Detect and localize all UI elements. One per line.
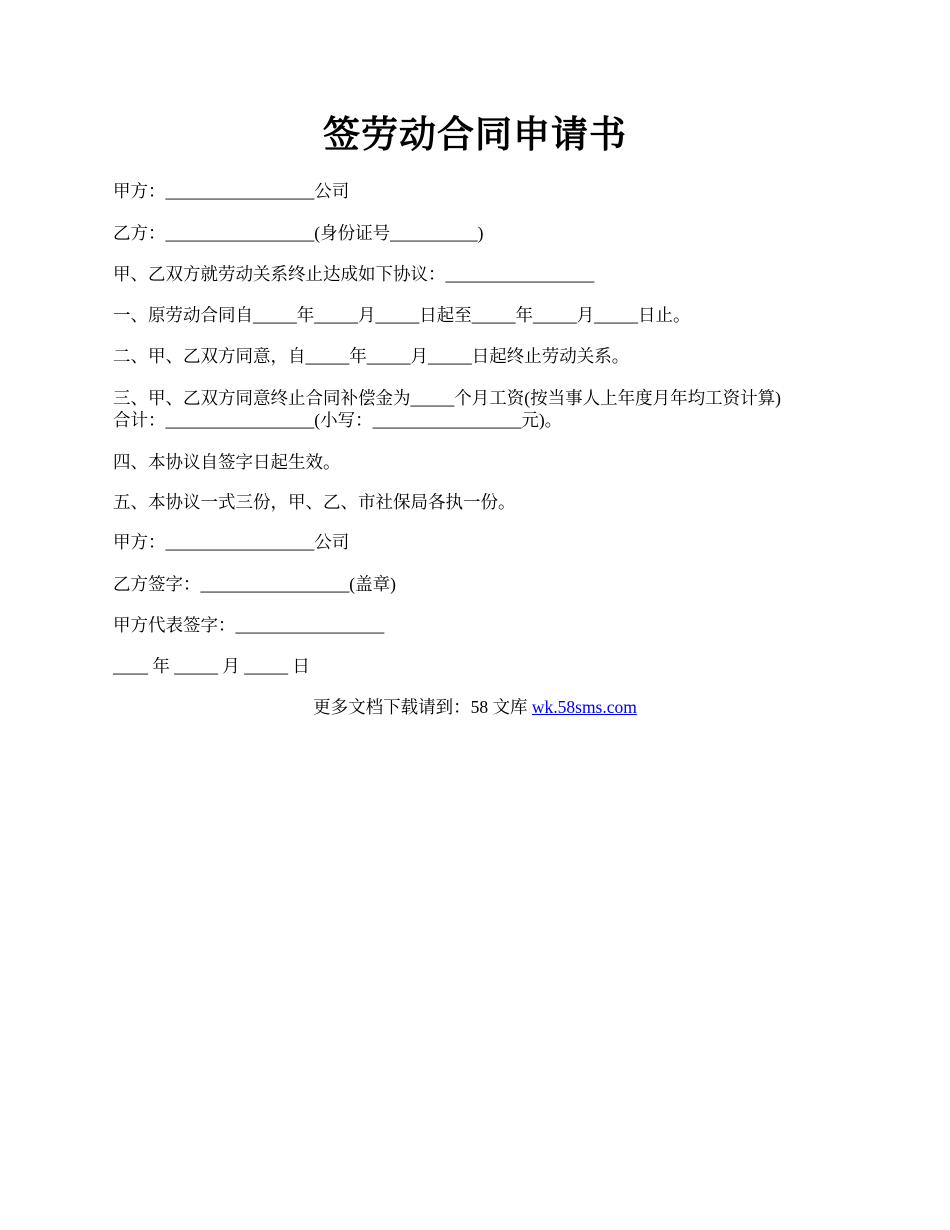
clause-1-line: 一、原劳动合同自_____年_____月_____日起至_____年_____月_____日止。	[113, 305, 691, 325]
clause-2-line: 二、甲、乙双方同意，自_____年_____月_____日起终止劳动关系。	[113, 346, 630, 366]
footer	[0, 696, 950, 718]
party-b-line: 乙方：_________________(身份证号__________)	[113, 223, 484, 243]
clause-3-total-line: 合计：_________________(小写：_________________元)。	[113, 410, 563, 430]
footer-link[interactable]: wk.58sms.com	[531, 697, 637, 717]
party-a-line: 甲方：_________________公司	[113, 181, 350, 201]
footer-text: 更多文档下载请到：58 文库	[313, 697, 532, 717]
signature-date-line: ____ 年 _____ 月 _____ 日	[113, 656, 310, 676]
agreement-intro-line: 甲、乙双方就劳动关系终止达成如下协议：_________________	[113, 264, 595, 284]
signature-representative-line: 甲方代表签字：_________________	[113, 615, 385, 635]
clause-5-line: 五、本协议一式三份，甲、乙、市社保局各执一份。	[113, 492, 516, 512]
clause-4-line: 四、本协议自签字日起生效。	[113, 452, 341, 472]
clause-3-line: 三、甲、乙双方同意终止合同补偿金为_____个月工资(按当事人上年度月年均工资计算)	[113, 388, 781, 408]
signature-party-b-line: 乙方签字：_________________(盖章)	[113, 574, 396, 594]
signature-party-a-line: 甲方：_________________公司	[113, 532, 350, 552]
document-title: 签劳动合同申请书	[323, 115, 627, 156]
